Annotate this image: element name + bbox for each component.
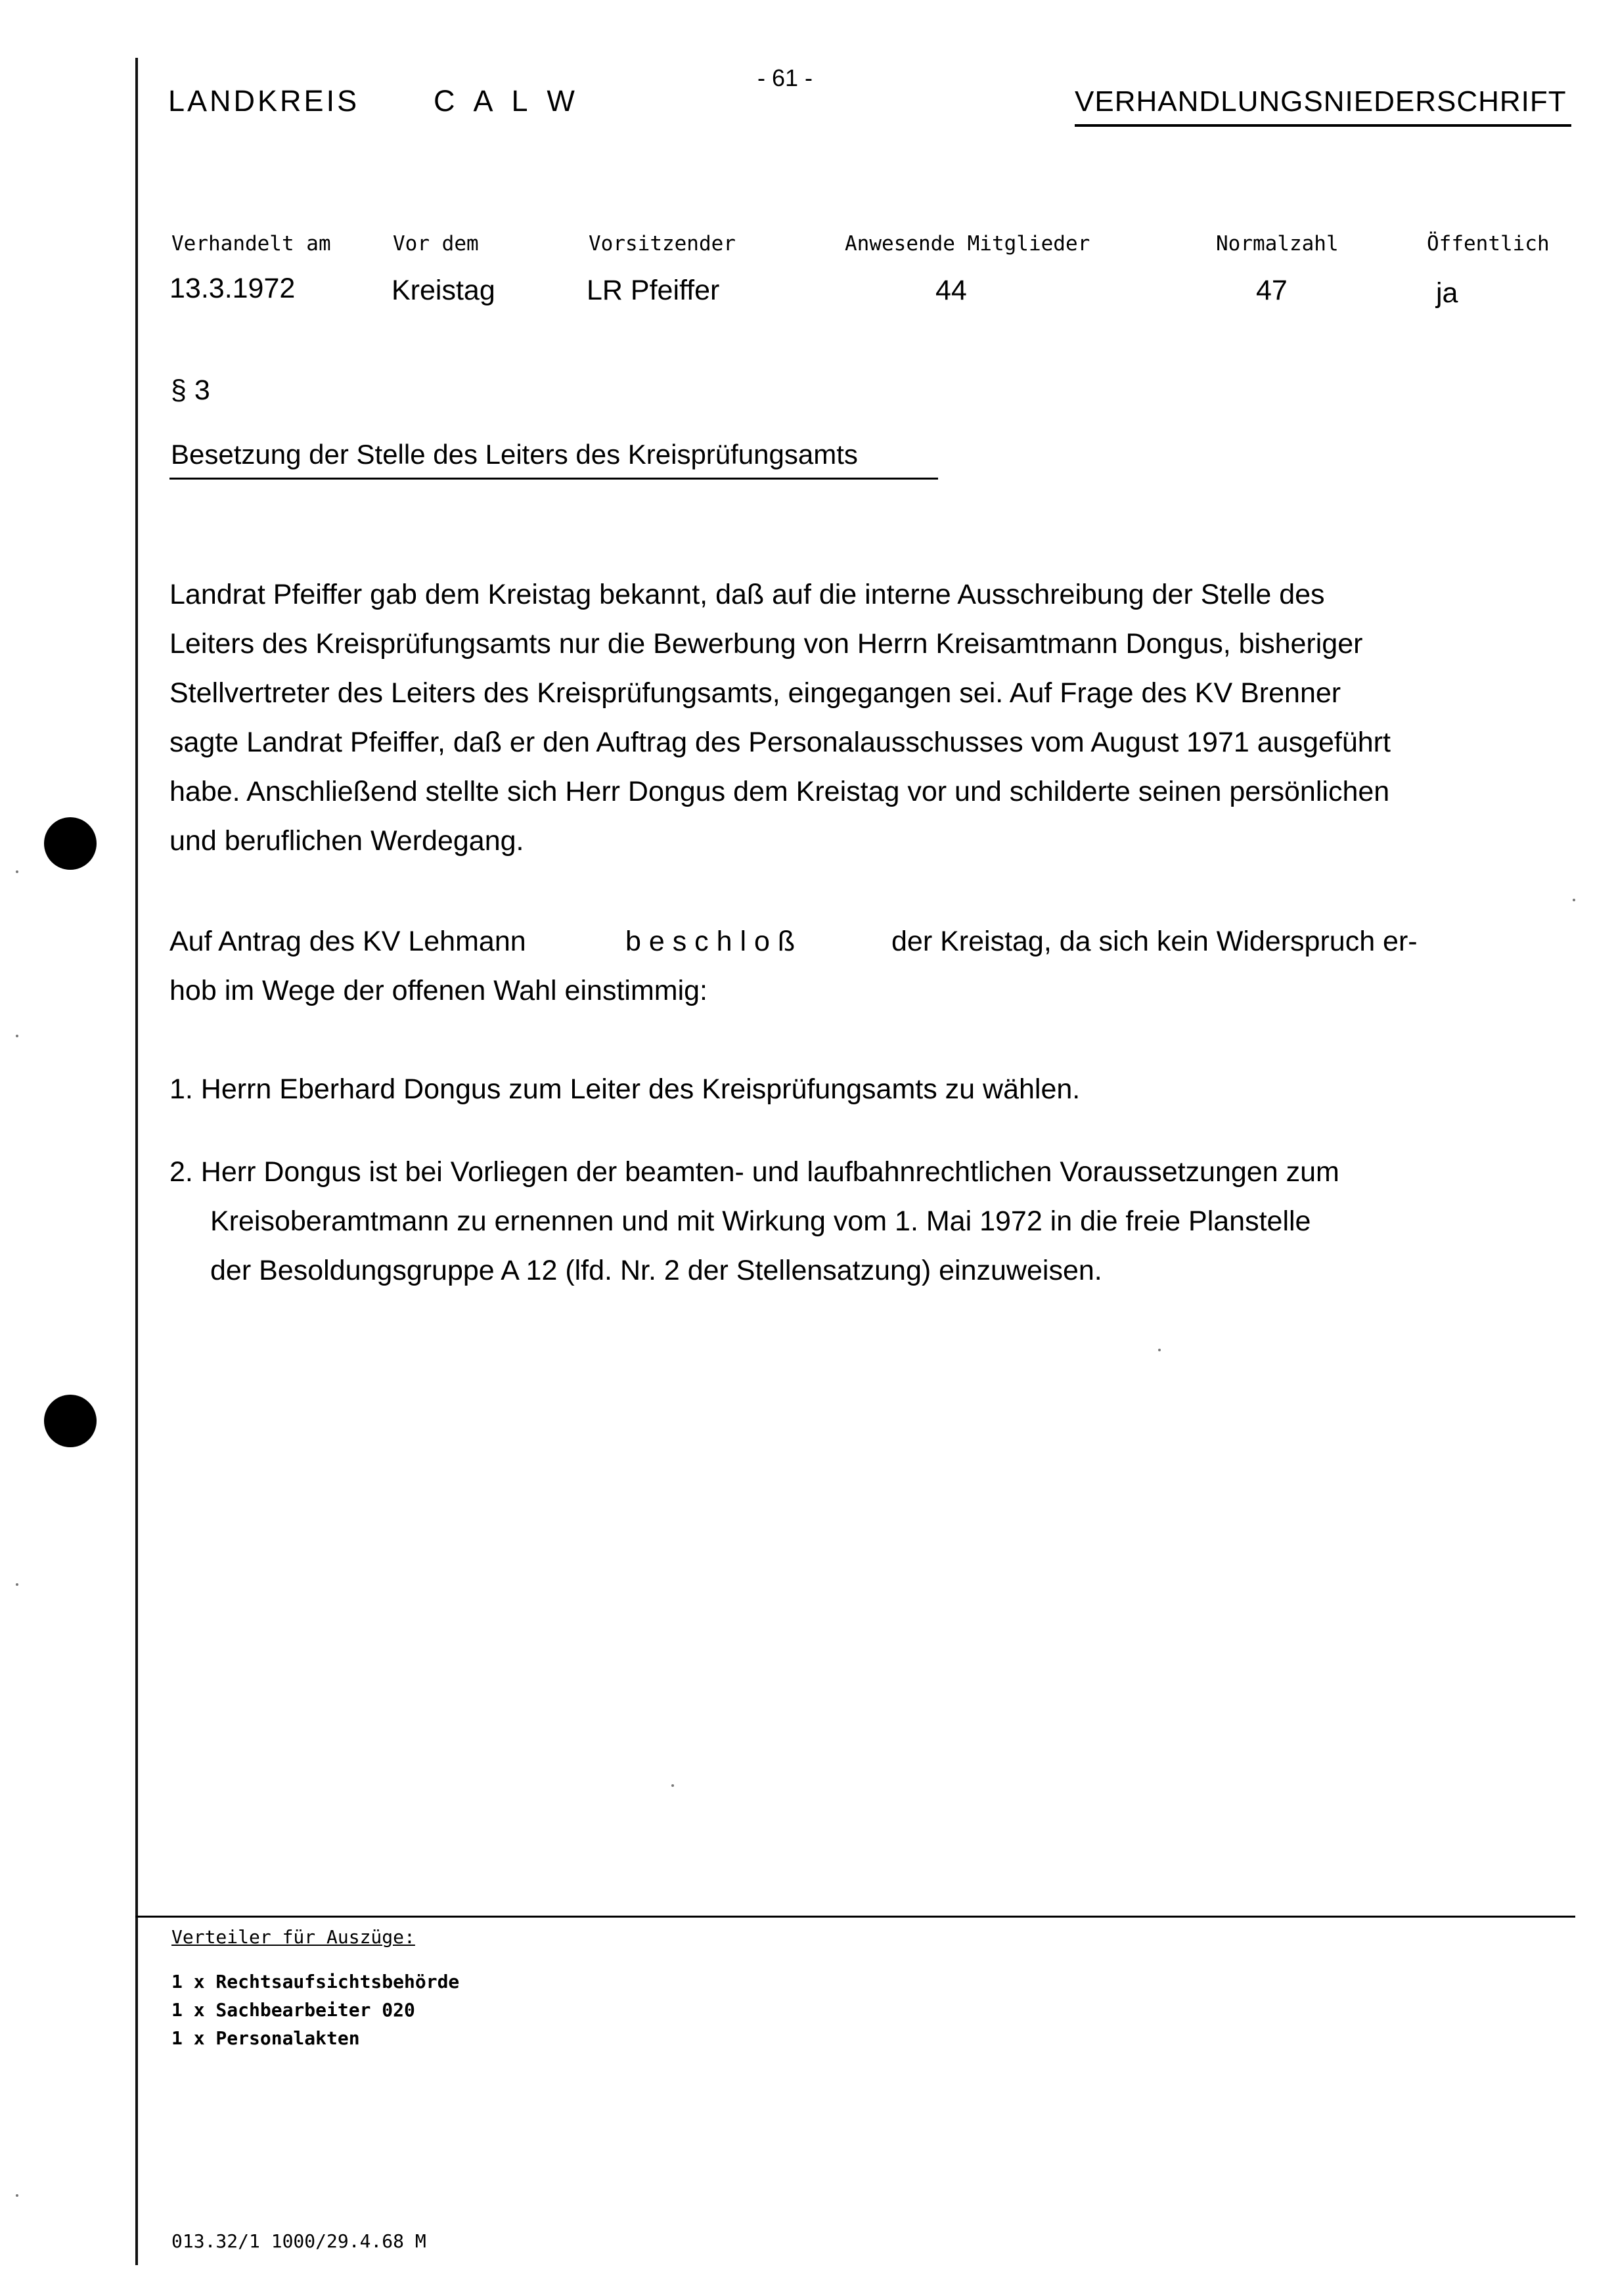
- scan-speck: [1158, 1349, 1161, 1351]
- scan-speck: [16, 870, 18, 873]
- meta-value-body: Kreistag: [392, 275, 495, 306]
- meta-label-body: Vor dem: [393, 232, 479, 256]
- scan-speck: [671, 1784, 674, 1787]
- text-line: sagte Landrat Pfeiffer, daß er den Auftrag des Personalausschusses vom August 1971 ausgeführt: [169, 727, 1391, 758]
- text-line: Landrat Pfeiffer gab dem Kreistag bekannt, daß auf die interne Ausschreibung der Stelle des: [169, 579, 1325, 610]
- text-line: Leiters des Kreisprüfungsamts nur die Bewerbung von Herrn Kreisamtmann Dongus, bisheriger: [169, 628, 1363, 660]
- document-type: VERHANDLUNGSNIEDERSCHRIFT: [1075, 85, 1567, 118]
- meta-label-public: Öffentlich: [1427, 232, 1550, 256]
- meta-value-present: 44: [935, 275, 967, 306]
- text-line: Stellvertreter des Leiters des Kreisprüfungsamts, eingegangen sei. Auf Frage des KV Brenner: [169, 677, 1341, 709]
- header-left: LANDKREIS: [168, 84, 360, 118]
- resolution-item-2-line3: der Besoldungsgruppe A 12 (lfd. Nr. 2 der Stellensatzung) einzuweisen.: [210, 1255, 1102, 1286]
- meta-value-normal: 47: [1256, 275, 1288, 306]
- meta-label-chair: Vorsitzender: [589, 232, 736, 256]
- meta-label-present: Anwesende Mitglieder: [845, 232, 1090, 256]
- distribution-separator: [135, 1916, 1575, 1918]
- section-title-underline: [169, 478, 938, 480]
- resolution-intro-cont: der Kreistag, da sich kein Widerspruch er-: [891, 926, 1418, 957]
- meta-value-date: 13.3.1972: [169, 273, 296, 304]
- scan-speck: [16, 2194, 18, 2197]
- meta-value-chair: LR Pfeiffer: [587, 275, 720, 306]
- document-type-underline: [1075, 124, 1571, 127]
- text-line: und beruflichen Werdegang.: [169, 825, 524, 857]
- resolution-item-2-line1: 2. Herr Dongus ist bei Vorliegen der beamten- und laufbahnrechtlichen Voraussetzungen zum: [169, 1156, 1339, 1188]
- resolution-item-2-line2: Kreisoberamtmann zu ernennen und mit Wirkung vom 1. Mai 1972 in die freie Planstelle: [210, 1205, 1311, 1237]
- resolution-keyword: b e s c h l o ß: [625, 926, 796, 957]
- punch-hole-bottom: [44, 1395, 97, 1447]
- scan-speck: [16, 1583, 18, 1586]
- meta-label-normal: Normalzahl: [1216, 232, 1339, 256]
- body-paragraph: [169, 570, 1391, 866]
- form-code: 013.32/1 1000/29.4.68 M: [171, 2230, 426, 2252]
- text-line: habe. Anschließend stellte sich Herr Dongus dem Kreistag vor und schilderte seinen persönlichen: [169, 776, 1390, 807]
- resolution-intro-line2: hob im Wege der offenen Wahl einstimmig:: [169, 975, 707, 1006]
- resolution-intro: Auf Antrag des KV Lehmann: [169, 926, 526, 957]
- header-district: C A L W: [434, 84, 577, 118]
- scan-speck: [1573, 899, 1575, 901]
- margin-line: [135, 58, 138, 2265]
- distribution-title: Verteiler für Auszüge:: [171, 1926, 415, 1948]
- page-number: - 61 -: [757, 64, 813, 91]
- distribution-entry: 1 x Personalakten: [171, 2027, 360, 2049]
- scan-speck: [16, 1035, 18, 1037]
- section-title: Besetzung der Stelle des Leiters des Kreisprüfungsamts: [171, 439, 858, 470]
- meta-label-date: Verhandelt am: [171, 232, 331, 256]
- distribution-entry: 1 x Rechtsaufsichtsbehörde: [171, 1971, 460, 1992]
- resolution-item-1: 1. Herrn Eberhard Dongus zum Leiter des Kreisprüfungsamts zu wählen.: [169, 1073, 1081, 1105]
- distribution-entry: 1 x Sachbearbeiter 020: [171, 1999, 415, 2021]
- punch-hole-top: [44, 817, 97, 870]
- meta-value-public: ja: [1436, 277, 1458, 309]
- section-number: § 3: [171, 374, 210, 406]
